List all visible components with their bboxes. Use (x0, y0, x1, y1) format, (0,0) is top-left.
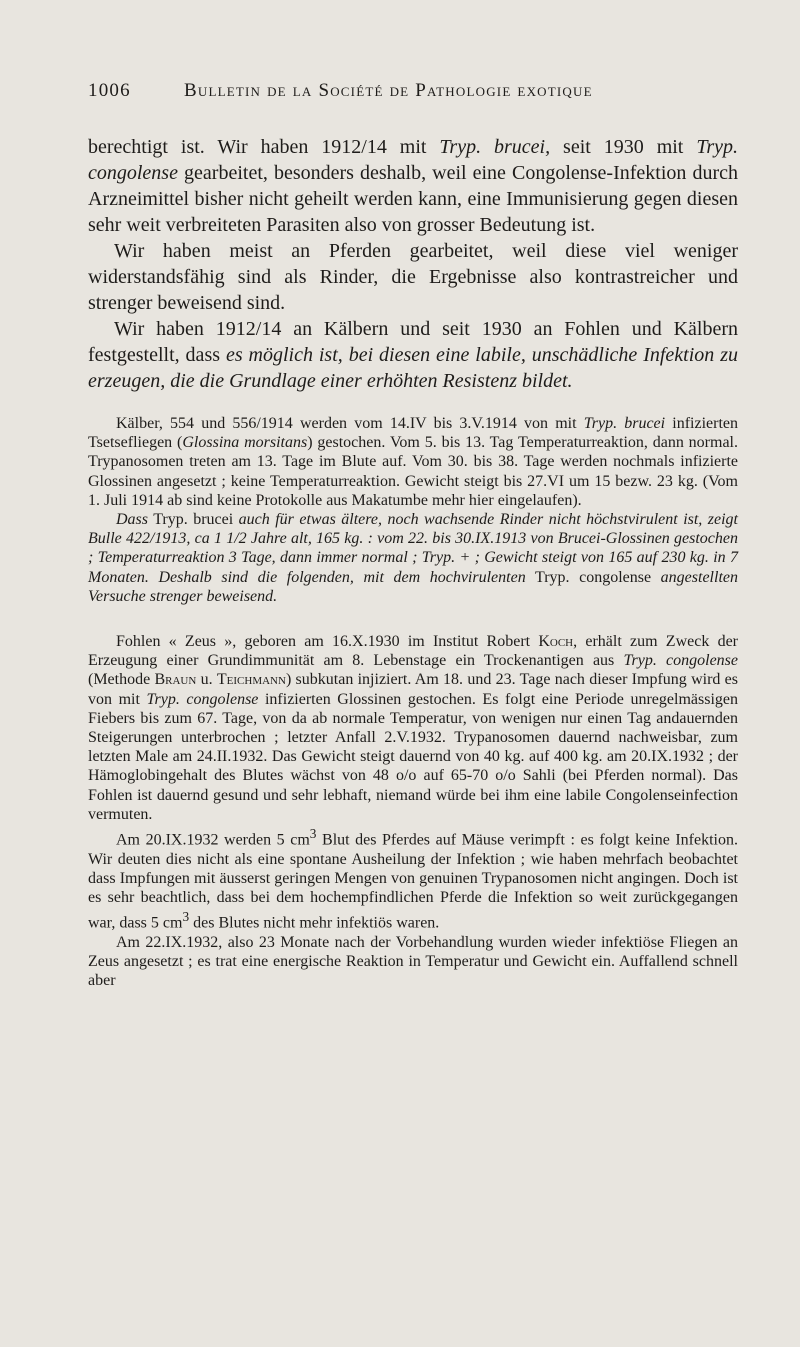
paragraph-8: Am 22.IX.1932, also 23 Monate nach der Vorbehandlung wurden wieder infektiöse Fliegen an Zeus angesetzt ; es trat eine energische Reaktion in Temperatur und Gewicht ein. Auffallend schnell aber (88, 933, 738, 990)
paragraph-1: berechtigt ist. Wir haben 1912/14 mit Tryp. brucei, seit 1930 mit Tryp. congolense gearbeitet, besonders deshalb, weil eine Congolense-Infektion durch Arzneimittel bisher nicht geheilt werden kann, eine Immunisierung gegen diesen sehr weit verbreiteten Parasiten also von grosser Bedeutung ist. (88, 136, 738, 236)
paragraph-4: Kälber, 554 und 556/1914 werden vom 14.IV bis 3.V.1914 von mit Tryp. brucei infizierten Tsetsefliegen (Glossina morsitans) gestochen. Vom 5. bis 13. Tag Temperaturreaktion, dann normal. Trypanosomen treten am 13. Tage im Blute auf. Vom 30. bis 38. Tage werden nochmals infizierte Glossinen angesetzt ; keine Temperaturreaktion. Gewicht steigt bis 27.VI um 15 bezw. 23 kg. (Vom 1. Juli 1914 ab sind keine Protokolle aus Makatumbe mehr hier eingelaufen). (88, 415, 739, 509)
page-number: 1006 (88, 80, 131, 101)
paragraph-3: Wir haben 1912/14 an Kälbern und seit 1930 an Fohlen und Kälbern festgestellt, dass es möglich ist, bei diesen eine labile, unschädliche Infektion zu erzeugen, die die Grundlage einer erhöhten Resistenz bildet. (88, 318, 738, 392)
paragraph-7: Am 20.IX.1932 werden 5 $cm^3$ Blut des Pferdes auf Mäuse verimpft : es folgt keine Infektion. Wir deuten dies nicht als eine spontane Ausheilung der Infektion ; wie haben mehrfach beobachtet dass Impfungen mit äusserst geringen Mengen von genuinen Trypanosomen nicht angingen. Doch ist es sehr beachtlich, dass bei dem hochempfindlichen Pferde die Infektion so weit zurückgegangen war, dass 5 $cm^3$ des Blutes nicht mehr infektiös waren. (88, 826, 739, 932)
journal-title: Bulletin de la Société de Pathologie exotique (184, 80, 593, 101)
paragraph-5: Dass Tryp. brucei auch für etwas ältere, noch wachsende Rinder nicht höchstvirulent ist, zeigt Bulle 422/1913, ca 1 1/2 Jahre alt, 165 kg. : vom 22. bis 30.IX.1913 von Brucei-Glossinen gestochen ; Temperaturreaktion 3 Tage, dann immer normal ; Tryp. + ; Gewicht steigt von 165 auf 230 kg. in 7 Monaten. Deshalb sind die folgenden, mit dem hochvirulenten Tryp. congolense angestellten Versuche strenger beweisend. (88, 511, 738, 605)
paragraph-2: Wir haben meist an Pferden gearbeitet, weil diese viel weniger widerstandsfähig sind als Rinder, die Ergebnisse also kontrastreicher und strenger beweisend sind. (88, 240, 738, 314)
page (88, 80, 738, 990)
running-header (88, 80, 738, 110)
main-text (88, 134, 738, 394)
paragraph-6: Fohlen « Zeus », geboren am 16.X.1930 im Institut Robert Koch, erhält zum Zweck der Erzeugung einer Grundimmunität am 8. Lebenstage ein Trockenantigen aus Tryp. congolense (Methode Braun u. Teichmann) subkutan injiziert. Am 18. und 23. Tage nach dieser Impfung wird es von mit Tryp. congolense infizierten Glossinen gestochen. Es folgt eine Periode unregelmässigen Fiebers bis zum 67. Tage, von da ab normale Temperatur, von wenigen nur einen Tag andauernden Steigerungen unterbrochen ; letzter Anfall 2.V.1932. Trypanosomen dauernd nachweisbar, zum letzten Male am 24.II.1932. Das Gewicht steigt dauernd von 40 kg. auf 400 kg. am 20.IX.1932 ; der Hämoglobingehalt des Blutes wächst von 48 o/o auf 65-70 o/o Sahli (bei Pferden normal). Das Fohlen ist dauernd gesund und sehr lebhaft, niemand würde bei ihm eine labile Congolenseinfection vermuten. (88, 633, 739, 823)
protocol-text (88, 414, 738, 990)
